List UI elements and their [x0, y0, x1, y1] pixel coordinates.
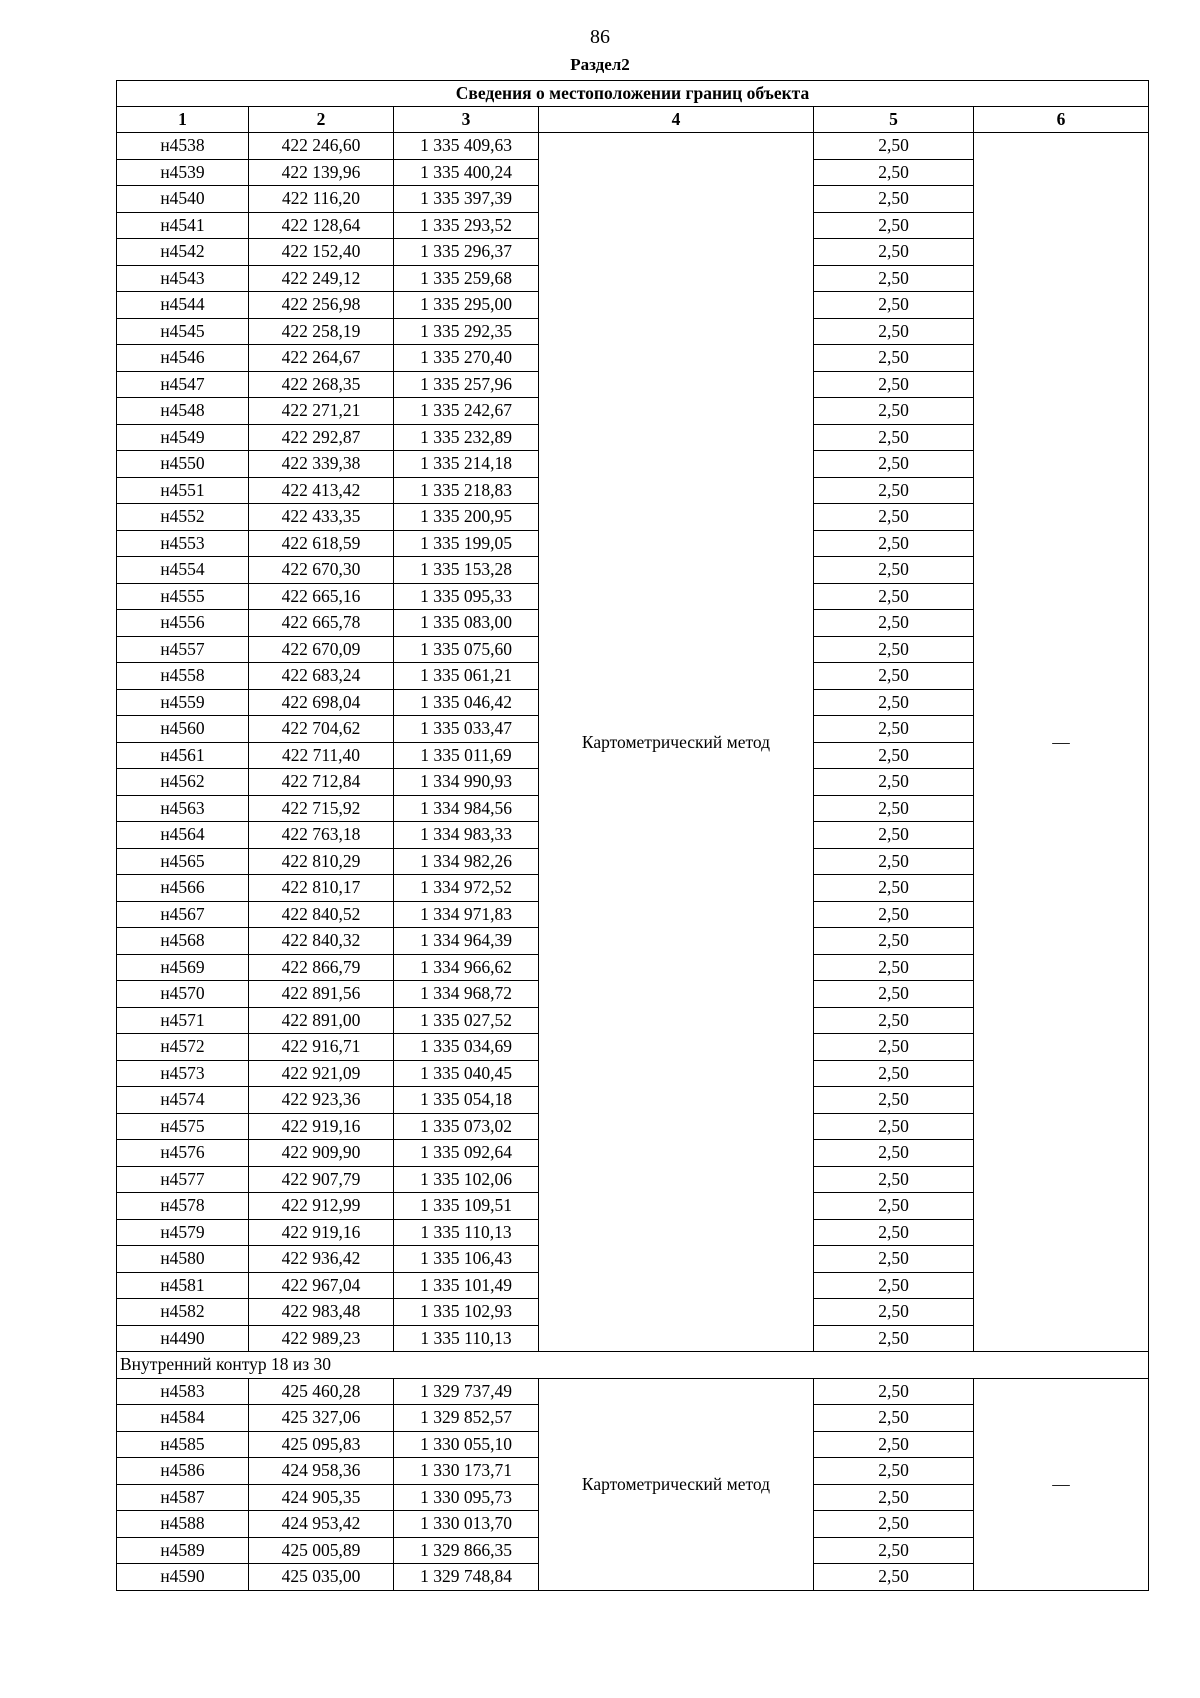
column-number: 5 — [814, 107, 974, 133]
precision: 2,50 — [814, 583, 974, 610]
page-number: 86 — [590, 26, 610, 48]
coord-y: 1 335 397,39 — [394, 186, 539, 213]
coord-y: 1 329 852,57 — [394, 1405, 539, 1432]
precision: 2,50 — [814, 1219, 974, 1246]
point-name: н4580 — [117, 1246, 249, 1273]
precision: 2,50 — [814, 1113, 974, 1140]
column-6-cell: — — [974, 133, 1149, 1352]
coord-x: 422 683,24 — [249, 663, 394, 690]
coord-x: 422 989,23 — [249, 1325, 394, 1352]
coord-x: 425 460,28 — [249, 1378, 394, 1405]
point-name: н4546 — [117, 345, 249, 372]
coord-y: 1 335 232,89 — [394, 424, 539, 451]
coord-y: 1 335 109,51 — [394, 1193, 539, 1220]
column-number: 1 — [117, 107, 249, 133]
point-name: н4590 — [117, 1564, 249, 1591]
precision: 2,50 — [814, 557, 974, 584]
coord-x: 422 246,60 — [249, 133, 394, 160]
coord-x: 422 967,04 — [249, 1272, 394, 1299]
coord-y: 1 335 199,05 — [394, 530, 539, 557]
coord-y: 1 335 102,06 — [394, 1166, 539, 1193]
point-name: н4560 — [117, 716, 249, 743]
precision: 2,50 — [814, 530, 974, 557]
coord-x: 422 912,99 — [249, 1193, 394, 1220]
column-number: 2 — [249, 107, 394, 133]
precision: 2,50 — [814, 1166, 974, 1193]
point-name: н4561 — [117, 742, 249, 769]
coord-y: 1 335 200,95 — [394, 504, 539, 531]
coord-x: 422 665,78 — [249, 610, 394, 637]
precision: 2,50 — [814, 1272, 974, 1299]
coord-y: 1 335 046,42 — [394, 689, 539, 716]
coord-x: 422 413,42 — [249, 477, 394, 504]
point-name: н4545 — [117, 318, 249, 345]
point-name: н4564 — [117, 822, 249, 849]
point-name: н4550 — [117, 451, 249, 478]
column-number: 6 — [974, 107, 1149, 133]
coord-x: 422 670,30 — [249, 557, 394, 584]
coord-y: 1 335 153,28 — [394, 557, 539, 584]
point-name: н4577 — [117, 1166, 249, 1193]
coord-x: 422 704,62 — [249, 716, 394, 743]
coord-x: 422 866,79 — [249, 954, 394, 981]
coord-y: 1 334 984,56 — [394, 795, 539, 822]
point-name: н4587 — [117, 1484, 249, 1511]
point-name: н4589 — [117, 1537, 249, 1564]
coord-x: 422 258,19 — [249, 318, 394, 345]
coord-x: 422 810,17 — [249, 875, 394, 902]
point-name: н4572 — [117, 1034, 249, 1061]
coord-x: 425 035,00 — [249, 1564, 394, 1591]
coord-x: 422 665,16 — [249, 583, 394, 610]
precision: 2,50 — [814, 504, 974, 531]
point-name: н4586 — [117, 1458, 249, 1485]
precision: 2,50 — [814, 1378, 974, 1405]
precision: 2,50 — [814, 1034, 974, 1061]
coord-y: 1 334 968,72 — [394, 981, 539, 1008]
contour-label: Внутренний контур 18 из 30 — [117, 1352, 1149, 1379]
point-name: н4582 — [117, 1299, 249, 1326]
coord-x: 422 618,59 — [249, 530, 394, 557]
column-number: 3 — [394, 107, 539, 133]
point-name: н4540 — [117, 186, 249, 213]
coord-y: 1 334 972,52 — [394, 875, 539, 902]
precision: 2,50 — [814, 1140, 974, 1167]
precision: 2,50 — [814, 212, 974, 239]
coord-x: 422 921,09 — [249, 1060, 394, 1087]
coord-x: 422 891,56 — [249, 981, 394, 1008]
point-name: н4588 — [117, 1511, 249, 1538]
point-name: н4538 — [117, 133, 249, 160]
coord-y: 1 335 409,63 — [394, 133, 539, 160]
coord-y: 1 334 983,33 — [394, 822, 539, 849]
coord-y: 1 329 737,49 — [394, 1378, 539, 1405]
coord-x: 422 919,16 — [249, 1219, 394, 1246]
precision: 2,50 — [814, 663, 974, 690]
precision: 2,50 — [814, 398, 974, 425]
precision: 2,50 — [814, 1405, 974, 1432]
precision: 2,50 — [814, 716, 974, 743]
precision: 2,50 — [814, 875, 974, 902]
precision: 2,50 — [814, 1431, 974, 1458]
precision: 2,50 — [814, 159, 974, 186]
coord-y: 1 335 242,67 — [394, 398, 539, 425]
precision: 2,50 — [814, 636, 974, 663]
coord-x: 422 698,04 — [249, 689, 394, 716]
coord-x: 422 339,38 — [249, 451, 394, 478]
point-name: н4549 — [117, 424, 249, 451]
point-name: н4571 — [117, 1007, 249, 1034]
coord-y: 1 329 866,35 — [394, 1537, 539, 1564]
coord-y: 1 335 034,69 — [394, 1034, 539, 1061]
section-title: Раздел2 — [570, 55, 630, 74]
coord-x: 422 916,71 — [249, 1034, 394, 1061]
point-name: н4581 — [117, 1272, 249, 1299]
coord-y: 1 335 054,18 — [394, 1087, 539, 1114]
point-name: н4490 — [117, 1325, 249, 1352]
point-name: н4578 — [117, 1193, 249, 1220]
point-name: н4555 — [117, 583, 249, 610]
coord-x: 422 712,84 — [249, 769, 394, 796]
coord-y: 1 335 061,21 — [394, 663, 539, 690]
coord-x: 425 095,83 — [249, 1431, 394, 1458]
coord-x: 424 958,36 — [249, 1458, 394, 1485]
point-name: н4559 — [117, 689, 249, 716]
coord-y: 1 334 971,83 — [394, 901, 539, 928]
coord-x: 422 292,87 — [249, 424, 394, 451]
coord-y: 1 335 270,40 — [394, 345, 539, 372]
precision: 2,50 — [814, 1484, 974, 1511]
coord-y: 1 335 110,13 — [394, 1219, 539, 1246]
coord-y: 1 330 013,70 — [394, 1511, 539, 1538]
precision: 2,50 — [814, 371, 974, 398]
point-name: н4573 — [117, 1060, 249, 1087]
precision: 2,50 — [814, 1458, 974, 1485]
coord-x: 422 271,21 — [249, 398, 394, 425]
table-row — [117, 133, 1149, 160]
precision: 2,50 — [814, 1193, 974, 1220]
point-name: н4541 — [117, 212, 249, 239]
point-name: н4553 — [117, 530, 249, 557]
precision: 2,50 — [814, 1007, 974, 1034]
table-row — [117, 1378, 1149, 1405]
coord-y: 1 330 173,71 — [394, 1458, 539, 1485]
coord-y: 1 335 214,18 — [394, 451, 539, 478]
coord-x: 422 810,29 — [249, 848, 394, 875]
coord-x: 422 256,98 — [249, 292, 394, 319]
precision: 2,50 — [814, 1325, 974, 1352]
coord-x: 422 763,18 — [249, 822, 394, 849]
column-number: 4 — [539, 107, 814, 133]
coord-x: 422 840,32 — [249, 928, 394, 955]
column-6-cell: — — [974, 1378, 1149, 1590]
point-name: н4554 — [117, 557, 249, 584]
point-name: н4574 — [117, 1087, 249, 1114]
precision: 2,50 — [814, 1511, 974, 1538]
point-name: н4556 — [117, 610, 249, 637]
coord-y: 1 335 292,35 — [394, 318, 539, 345]
precision: 2,50 — [814, 451, 974, 478]
coord-x: 422 139,96 — [249, 159, 394, 186]
coord-y: 1 335 296,37 — [394, 239, 539, 266]
coord-y: 1 329 748,84 — [394, 1564, 539, 1591]
precision: 2,50 — [814, 1060, 974, 1087]
coord-x: 422 264,67 — [249, 345, 394, 372]
coord-x: 422 128,64 — [249, 212, 394, 239]
coord-y: 1 334 966,62 — [394, 954, 539, 981]
method-cell: Картометрический метод — [539, 133, 814, 1352]
point-name: н4552 — [117, 504, 249, 531]
precision: 2,50 — [814, 610, 974, 637]
coord-y: 1 330 095,73 — [394, 1484, 539, 1511]
precision: 2,50 — [814, 186, 974, 213]
coord-x: 422 670,09 — [249, 636, 394, 663]
precision: 2,50 — [814, 424, 974, 451]
point-name: н4547 — [117, 371, 249, 398]
precision: 2,50 — [814, 1564, 974, 1591]
precision: 2,50 — [814, 689, 974, 716]
precision: 2,50 — [814, 822, 974, 849]
precision: 2,50 — [814, 265, 974, 292]
point-name: н4557 — [117, 636, 249, 663]
coord-x: 422 268,35 — [249, 371, 394, 398]
coord-x: 424 905,35 — [249, 1484, 394, 1511]
precision: 2,50 — [814, 848, 974, 875]
coord-y: 1 335 257,96 — [394, 371, 539, 398]
coord-y: 1 334 964,39 — [394, 928, 539, 955]
coord-y: 1 335 293,52 — [394, 212, 539, 239]
boundary-table — [116, 80, 1149, 1591]
precision: 2,50 — [814, 133, 974, 160]
coord-y: 1 334 982,26 — [394, 848, 539, 875]
coord-x: 422 433,35 — [249, 504, 394, 531]
precision: 2,50 — [814, 795, 974, 822]
coord-x: 425 327,06 — [249, 1405, 394, 1432]
coord-y: 1 334 990,93 — [394, 769, 539, 796]
coord-y: 1 335 106,43 — [394, 1246, 539, 1273]
coord-x: 422 249,12 — [249, 265, 394, 292]
coord-x: 422 116,20 — [249, 186, 394, 213]
precision: 2,50 — [814, 742, 974, 769]
point-name: н4567 — [117, 901, 249, 928]
point-name: н4548 — [117, 398, 249, 425]
precision: 2,50 — [814, 239, 974, 266]
coord-y: 1 335 083,00 — [394, 610, 539, 637]
coord-y: 1 335 110,13 — [394, 1325, 539, 1352]
coord-y: 1 335 102,93 — [394, 1299, 539, 1326]
point-name: н4583 — [117, 1378, 249, 1405]
point-name: н4565 — [117, 848, 249, 875]
precision: 2,50 — [814, 1299, 974, 1326]
coord-y: 1 335 011,69 — [394, 742, 539, 769]
point-name: н4568 — [117, 928, 249, 955]
point-name: н4542 — [117, 239, 249, 266]
precision: 2,50 — [814, 981, 974, 1008]
precision: 2,50 — [814, 477, 974, 504]
coord-x: 425 005,89 — [249, 1537, 394, 1564]
coord-y: 1 335 040,45 — [394, 1060, 539, 1087]
coord-x: 422 711,40 — [249, 742, 394, 769]
coord-x: 422 909,90 — [249, 1140, 394, 1167]
point-name: н4569 — [117, 954, 249, 981]
precision: 2,50 — [814, 1537, 974, 1564]
point-name: н4576 — [117, 1140, 249, 1167]
coord-y: 1 335 259,68 — [394, 265, 539, 292]
coord-x: 422 840,52 — [249, 901, 394, 928]
point-name: н4544 — [117, 292, 249, 319]
coord-y: 1 335 095,33 — [394, 583, 539, 610]
coord-x: 422 919,16 — [249, 1113, 394, 1140]
precision: 2,50 — [814, 954, 974, 981]
point-name: н4566 — [117, 875, 249, 902]
method-cell: Картометрический метод — [539, 1378, 814, 1590]
contour-row — [117, 1352, 1149, 1379]
table-title: Сведения о местоположении границ объекта — [117, 81, 1149, 107]
point-name: н4575 — [117, 1113, 249, 1140]
point-name: н4551 — [117, 477, 249, 504]
coord-x: 422 891,00 — [249, 1007, 394, 1034]
coord-y: 1 335 073,02 — [394, 1113, 539, 1140]
precision: 2,50 — [814, 1087, 974, 1114]
precision: 2,50 — [814, 345, 974, 372]
column-number-row — [117, 107, 1149, 133]
precision: 2,50 — [814, 292, 974, 319]
coord-y: 1 335 101,49 — [394, 1272, 539, 1299]
coord-x: 422 923,36 — [249, 1087, 394, 1114]
coord-y: 1 335 075,60 — [394, 636, 539, 663]
coord-y: 1 330 055,10 — [394, 1431, 539, 1458]
coord-y: 1 335 027,52 — [394, 1007, 539, 1034]
coord-y: 1 335 092,64 — [394, 1140, 539, 1167]
point-name: н4570 — [117, 981, 249, 1008]
precision: 2,50 — [814, 769, 974, 796]
point-name: н4543 — [117, 265, 249, 292]
coord-x: 424 953,42 — [249, 1511, 394, 1538]
point-name: н4563 — [117, 795, 249, 822]
coord-x: 422 983,48 — [249, 1299, 394, 1326]
point-name: н4562 — [117, 769, 249, 796]
coord-y: 1 335 033,47 — [394, 716, 539, 743]
point-name: н4558 — [117, 663, 249, 690]
precision: 2,50 — [814, 901, 974, 928]
coord-y: 1 335 218,83 — [394, 477, 539, 504]
precision: 2,50 — [814, 318, 974, 345]
coord-x: 422 907,79 — [249, 1166, 394, 1193]
point-name: н4539 — [117, 159, 249, 186]
coord-x: 422 936,42 — [249, 1246, 394, 1273]
coord-x: 422 715,92 — [249, 795, 394, 822]
precision: 2,50 — [814, 1246, 974, 1273]
point-name: н4584 — [117, 1405, 249, 1432]
coord-y: 1 335 400,24 — [394, 159, 539, 186]
precision: 2,50 — [814, 928, 974, 955]
point-name: н4579 — [117, 1219, 249, 1246]
coord-x: 422 152,40 — [249, 239, 394, 266]
coord-y: 1 335 295,00 — [394, 292, 539, 319]
point-name: н4585 — [117, 1431, 249, 1458]
